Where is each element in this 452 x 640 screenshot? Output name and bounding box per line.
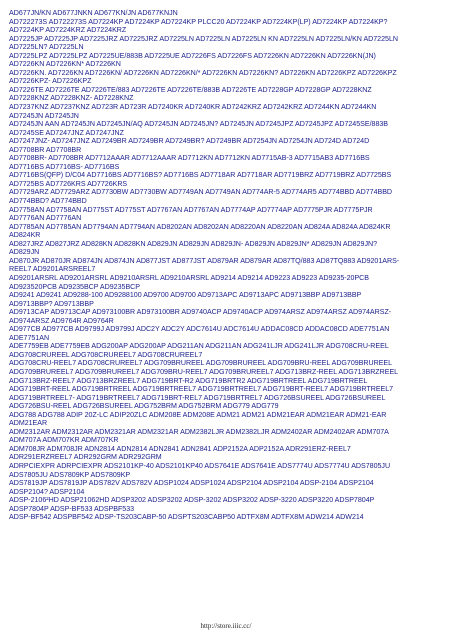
part-number-list: AD677JN/KN AD677JNKN AD677KN/JN AD677KNJN AD722273S AD722273S AD7224KP AD7224KP AD7224KP PLCC20 AD7224KP AD7224KP(LP) AD7224KP AD7224KP? AD7224KP AD7224KRZ AD7224KRZ AD7225JP AD7225JP AD7225JRZ AD7225JRZ AD7225LN AD7225LN AD7225LN KN AD7225LN AD7225LN/KN AD7225LN AD7225LN? AD7225LN AD7225LPZ AD7225LPZ AD7225UE/883B AD7225UE AD7226FS AD7226FS AD7226KN AD7226KN AD7226KN(JN) AD7226KN AD7226KN* AD7226KN AD7226KN. AD7226KN AD7226KN/ AD7226KN AD7226KN/* AD7226KN AD7226KN? AD7226KN AD7226KPZ AD7226KPZ AD7226KPZ- AD7226KPZ AD7226TE AD7226TE AD7226TE/883 AD7226TE AD7226TE/883B AD7226TE AD7228GP AD7228GP AD7228KNZ AD7228KNZ AD7228KNZ- AD7228KNZ AD7237KNZ AD7237KNZ AD723R AD723R AD7240KR AD7240KR AD7242KRZ AD7242KRZ AD7244KN AD7244KN AD7245JN AD7245JN AD7245JN AAN AD7245JN AD7245JN/AQ AD7245JN AD7245JN? AD7245JN AD7245JPZ AD7245JPZ AD7245SE/883B AD7245SE AD7247JNZ AD7247JNZ AD7247JNZ- AD7247JNZ AD7249BR AD7249BR AD7249BR? AD7249BR AD7254JN AD7254JN AD724D AD724D AD7708BR AD7708BR AD7708BR- AD7708BR AD7712AAAR AD7712AAAR AD7712KN AD7712KN AD7715AB-3 AD7715AB3 AD7716BS AD7716BS AD7716BS- AD7716BS AD7716BS(QFP) D/C04 AD7716BS AD7716BS? AD7716BS AD7718AR AD7718AR AD7719BRZ AD7719BRZ AD7725BS AD7725BS AD7726KRS AD7726KRS AD7729ARZ AD7729ARZ AD7730BW AD7730BW AD7749AN AD7749AN AD774AR-5 AD774AR5 AD774BBD AD774BBD AD774BBD? AD774BBD AD7758AN AD7758AN AD775ST AD775ST AD7767AN AD7767AN AD7774AP AD7774AP AD7775PJR AD7775PJR AD7776AN AD7776AN AD7785AN AD7785AN AD7794AN AD7794AN AD8202AN AD8202AN AD8220AN AD8220AN AD824A AD824A AD824KR AD824KR AD827JRZ AD827JRZ AD828KN AD828KN AD829JN AD829JN AD829JN- AD829JN AD829JN* AD829JN AD829JN? AD829JN AD870JR AD870JR AD874JN AD874JN AD877JST AD877JST AD879AR AD879AR AD87TQ/883 AD87TQ883 AD9201ARS- REEL7 AD9201ARSREEL7 AD9201ARSRL AD9201ARSRL AD9210ARSRL AD9210ARSRL AD9214 AD9214 AD9223 AD9223 AD9235-20PCB AD923520PCB AD9235BCP AD9235BCP AD9241 AD9241 AD9288-100 AD9288100 AD9700 AD9700 AD9713APC AD9713APC AD9713BBP AD9713BBP AD9713BBP? AD9713BBP AD9713CAP AD9713CAP AD973100BR AD973100BR AD9740ACP AD9740ACP AD974ARSZ AD974ARSZ AD974ARSZ- AD974ARSZ AD9764R AD9764R AD977CB AD977CB AD9799J AD9799J ADC2Y ADC2Y ADC7614U ADC7614U ADDAC08CD ADDAC08CD ADE7751AN ADE7751AN ADE7759EB ADE7759EB ADG200AP ADG200AP ADG211AN ADG211AN ADG241LJR ADG241LJR ADG708CRU-REEL ADG708CRUREEL ADG708CRUREEL7 ADG708CRUREEL7 ADG708CRU-REEL7 ADG708CRUREEL7 ADG709BRUREEL ADG709BRUREEL ADG709BRU-REEL ADG709BRUREEL ADG709BRUREEL7 ADG709BRUREEL7 ADG709BRU-REEL7 ADG709BRUREEL7 ADG713BRZ-REEL ADG713BRZREEL ADG713BRZ-REEL7 ADG713BRZREEL7 ADG719BRT-R2 ADG719BRTR2 ADG719BRTREEL ADG719BRTREEL ADG719BRT-REEL ADG719BRTREEL ADG719BRTREEL7 ADG719BRTREEL7 ADG719BRT-REEL7 ADG719BRTREEL7 ADG719BRTREEL7- ADG719BRTREEL7 ADG719BRT-REL7 ADG719BRTREL7 ADG726BSUREEL ADG726BSUREEL ADG726BSU-REEL ADG726BSUREEL ADG752BRM ADG752BRM ADG779 ADG779 ADG788 ADG788 ADIP 20Z-LC ADIP20ZLC ADM208E ADM208E ADM21 ADM21 ADM21EAR ADM21EAR ADM21-EAR ADM21EAR ADM2312AR ADM2312AR ADM2321AR ADM2321AR ADM2382LJR ADM2382LJR ADM2402AR ADM2402AR ADM707A ADM707A ADM707KR ADM707KR ADM708JR ADM708JR ADN2814 ADN2814 ADN2841 ADN2841 ADP2152A ADP2152A ADR291ERZ-REEL7 ADR291ERZREEL7 ADR292GRM ADR292GRM ADRPCIEXPR ADRPCIEXPR ADS2101KP-40 ADS2101KP40 ADS7641E ADS7641E ADS7774U ADS7774U ADS7805JU ADS7805JU ADS7809KP ADS7809KP ADS7819JP ADS7819JP ADS782V ADS782V ADSP1024 ADSP1024 ADSP2104 ADSP2104 ADSP-2104 ADSP2104 ADSP2104? ADSP2104 ADSP-2106²HD ADSP21062HD ADSP3202 ADSP3202 ADSP-3202 ADSP3202 ADSP-3220 ADSP3220 ADSP7804P ADSP7804P ADSP-BF533 ADSPBF533 ADSP-BF542 ADSPBF542 ADSP-TS203CABP-50 ADSPTS203CABP50 ADTFX8M ADTFX8M ADW214 ADW214: [9, 9, 400, 522]
footer-url-link[interactable]: http://store.iiic.cc/: [200, 622, 252, 630]
